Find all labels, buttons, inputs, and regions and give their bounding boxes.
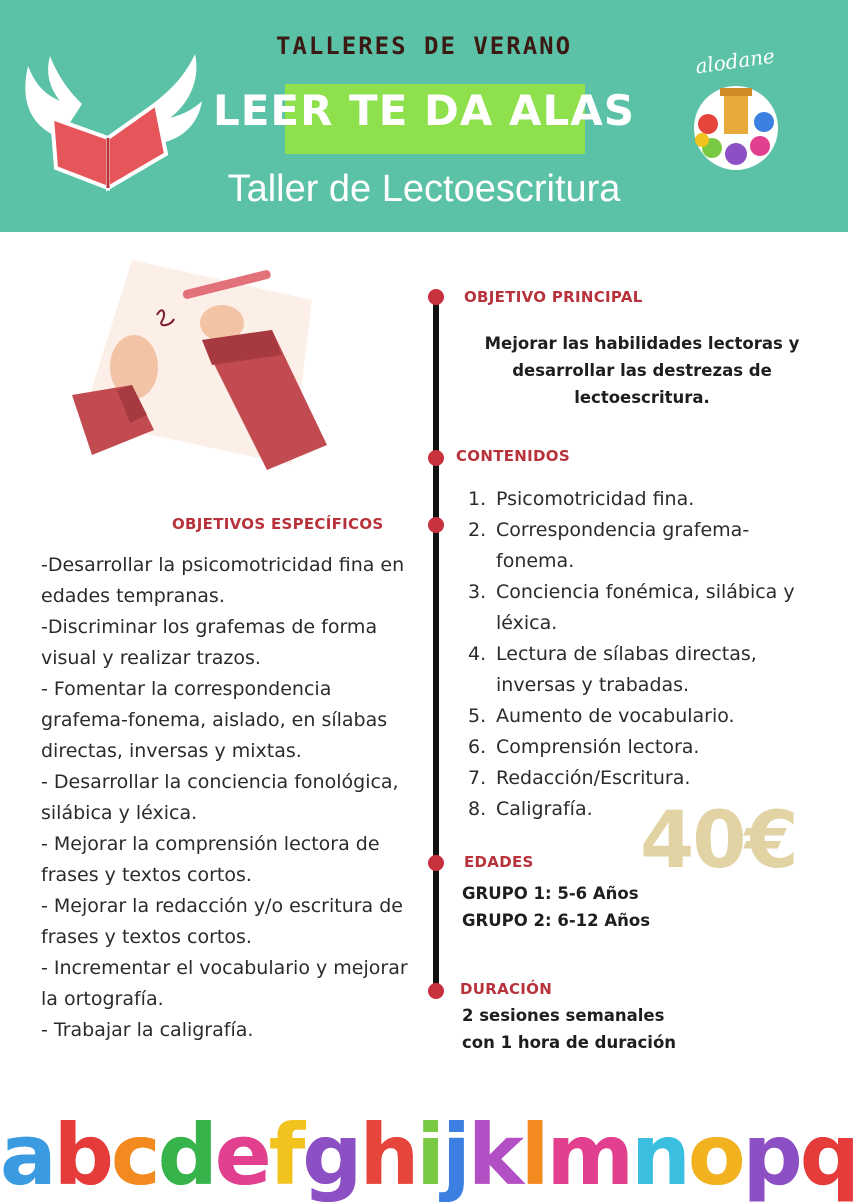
price: 40€ — [640, 796, 797, 886]
item-text: Caligrafía. — [496, 798, 593, 820]
list-item: -Discriminar los grafemas de forma visual y realizar trazos. — [41, 616, 378, 669]
list-item — [468, 515, 808, 577]
alphabet-letter: p — [742, 1106, 803, 1204]
timeline-dot — [428, 983, 444, 999]
item-number: 8. — [468, 798, 487, 820]
duracion-line: con 1 hora de duración — [462, 1033, 677, 1052]
contenidos-heading: CONTENIDOS — [456, 447, 570, 465]
header-banner — [0, 0, 848, 232]
objetivos-especificos-heading: OBJETIVOS ESPECÍFICOS — [172, 515, 384, 533]
list-item: - Fomentar la correspondencia grafema-fonema, aislado, en sílabas directas, inversas y mixtas. — [41, 678, 388, 762]
page-title: LEER TE DA ALAS — [212, 86, 636, 135]
timeline-dot — [428, 855, 444, 871]
list-item — [468, 639, 808, 701]
list-item — [468, 763, 808, 794]
duracion-line: 2 sesiones semanales — [462, 1006, 665, 1025]
item-number: 3. — [468, 581, 487, 603]
alphabet-letter: n — [631, 1106, 691, 1204]
list-item: - Mejorar la comprensión lectora de frases y textos cortos. — [41, 833, 380, 886]
list-item — [468, 732, 808, 763]
alphabet-letter: k — [467, 1106, 524, 1204]
list-item — [468, 701, 808, 732]
item-number: 5. — [468, 705, 487, 727]
item-number: 7. — [468, 767, 487, 789]
list-item: - Trabajar la caligrafía. — [41, 1019, 254, 1041]
alphabet-letter: d — [157, 1106, 218, 1204]
timeline-line — [433, 296, 439, 992]
item-number: 1. — [468, 488, 487, 510]
timeline-dot — [428, 450, 444, 466]
objetivo-principal-text: Mejorar las habilidades lectoras y desarrollar las destrezas de lectoescritura. — [484, 334, 800, 407]
page-subtitle: Taller de Lectoescritura — [227, 168, 621, 210]
item-number: 6. — [468, 736, 487, 758]
objetivos-especificos-list — [41, 550, 411, 1046]
item-number: 4. — [468, 643, 487, 665]
item-text: Redacción/Escritura. — [496, 767, 691, 789]
alphabet-letter: f — [268, 1106, 306, 1204]
winged-book-icon — [20, 46, 205, 196]
objetivo-principal-heading: OBJETIVO PRINCIPAL — [464, 288, 643, 306]
alphabet-letter: l — [520, 1106, 550, 1204]
timeline-dot — [428, 289, 444, 305]
age-group: GRUPO 1: 5-6 Años — [462, 884, 639, 903]
edades-heading: EDADES — [464, 853, 534, 871]
alphabet-letter: m — [546, 1106, 635, 1204]
duracion-text — [462, 1002, 676, 1056]
edades-groups — [462, 880, 650, 934]
item-number: 2. — [468, 519, 487, 541]
item-text: Psicomotricidad fina. — [496, 488, 695, 510]
list-item: - Mejorar la redacción y/o escritura de frases y textos cortos. — [41, 895, 403, 948]
item-text: Aumento de vocabulario. — [496, 705, 735, 727]
alodane-logo — [682, 43, 790, 176]
age-group: GRUPO 2: 6-12 Años — [462, 911, 651, 930]
list-item — [468, 484, 808, 515]
svg-text:alodane: alodane — [693, 43, 777, 79]
list-item: - Incrementar el vocabulario y mejorar la ortografía. — [41, 957, 408, 1010]
alphabet-letter: a — [0, 1106, 57, 1204]
list-item: - Desarrollar la conciencia fonológica, silábica y léxica. — [41, 771, 399, 824]
item-text: Lectura de sílabas directas, inversas y trabadas. — [496, 643, 757, 696]
alphabet-strip — [0, 1106, 860, 1204]
alphabet-letter: h — [359, 1106, 420, 1204]
contenidos-list — [468, 484, 808, 825]
kicker: TALLERES DE VERANO — [275, 32, 573, 60]
alphabet-letter: q — [799, 1106, 860, 1204]
alphabet-letter: c — [110, 1106, 161, 1204]
item-text: Correspondencia grafema-fonema. — [496, 519, 750, 572]
alphabet-letter: b — [53, 1106, 114, 1204]
alphabet-letter: e — [214, 1106, 272, 1204]
writing-hands-illustration — [62, 255, 332, 470]
alphabet-letter: j — [442, 1106, 471, 1204]
list-item: -Desarrollar la psicomotricidad fina en edades tempranas. — [41, 554, 405, 607]
alphabet-letter: i — [416, 1106, 446, 1204]
timeline-dot — [428, 517, 444, 533]
item-text: Conciencia fonémica, silábica y léxica. — [496, 581, 795, 634]
list-item — [468, 577, 808, 639]
alphabet-letter: o — [687, 1106, 746, 1204]
duracion-heading: DURACIÓN — [460, 980, 553, 998]
item-text: Comprensión lectora. — [496, 736, 700, 758]
alphabet-letter: g — [302, 1106, 363, 1204]
